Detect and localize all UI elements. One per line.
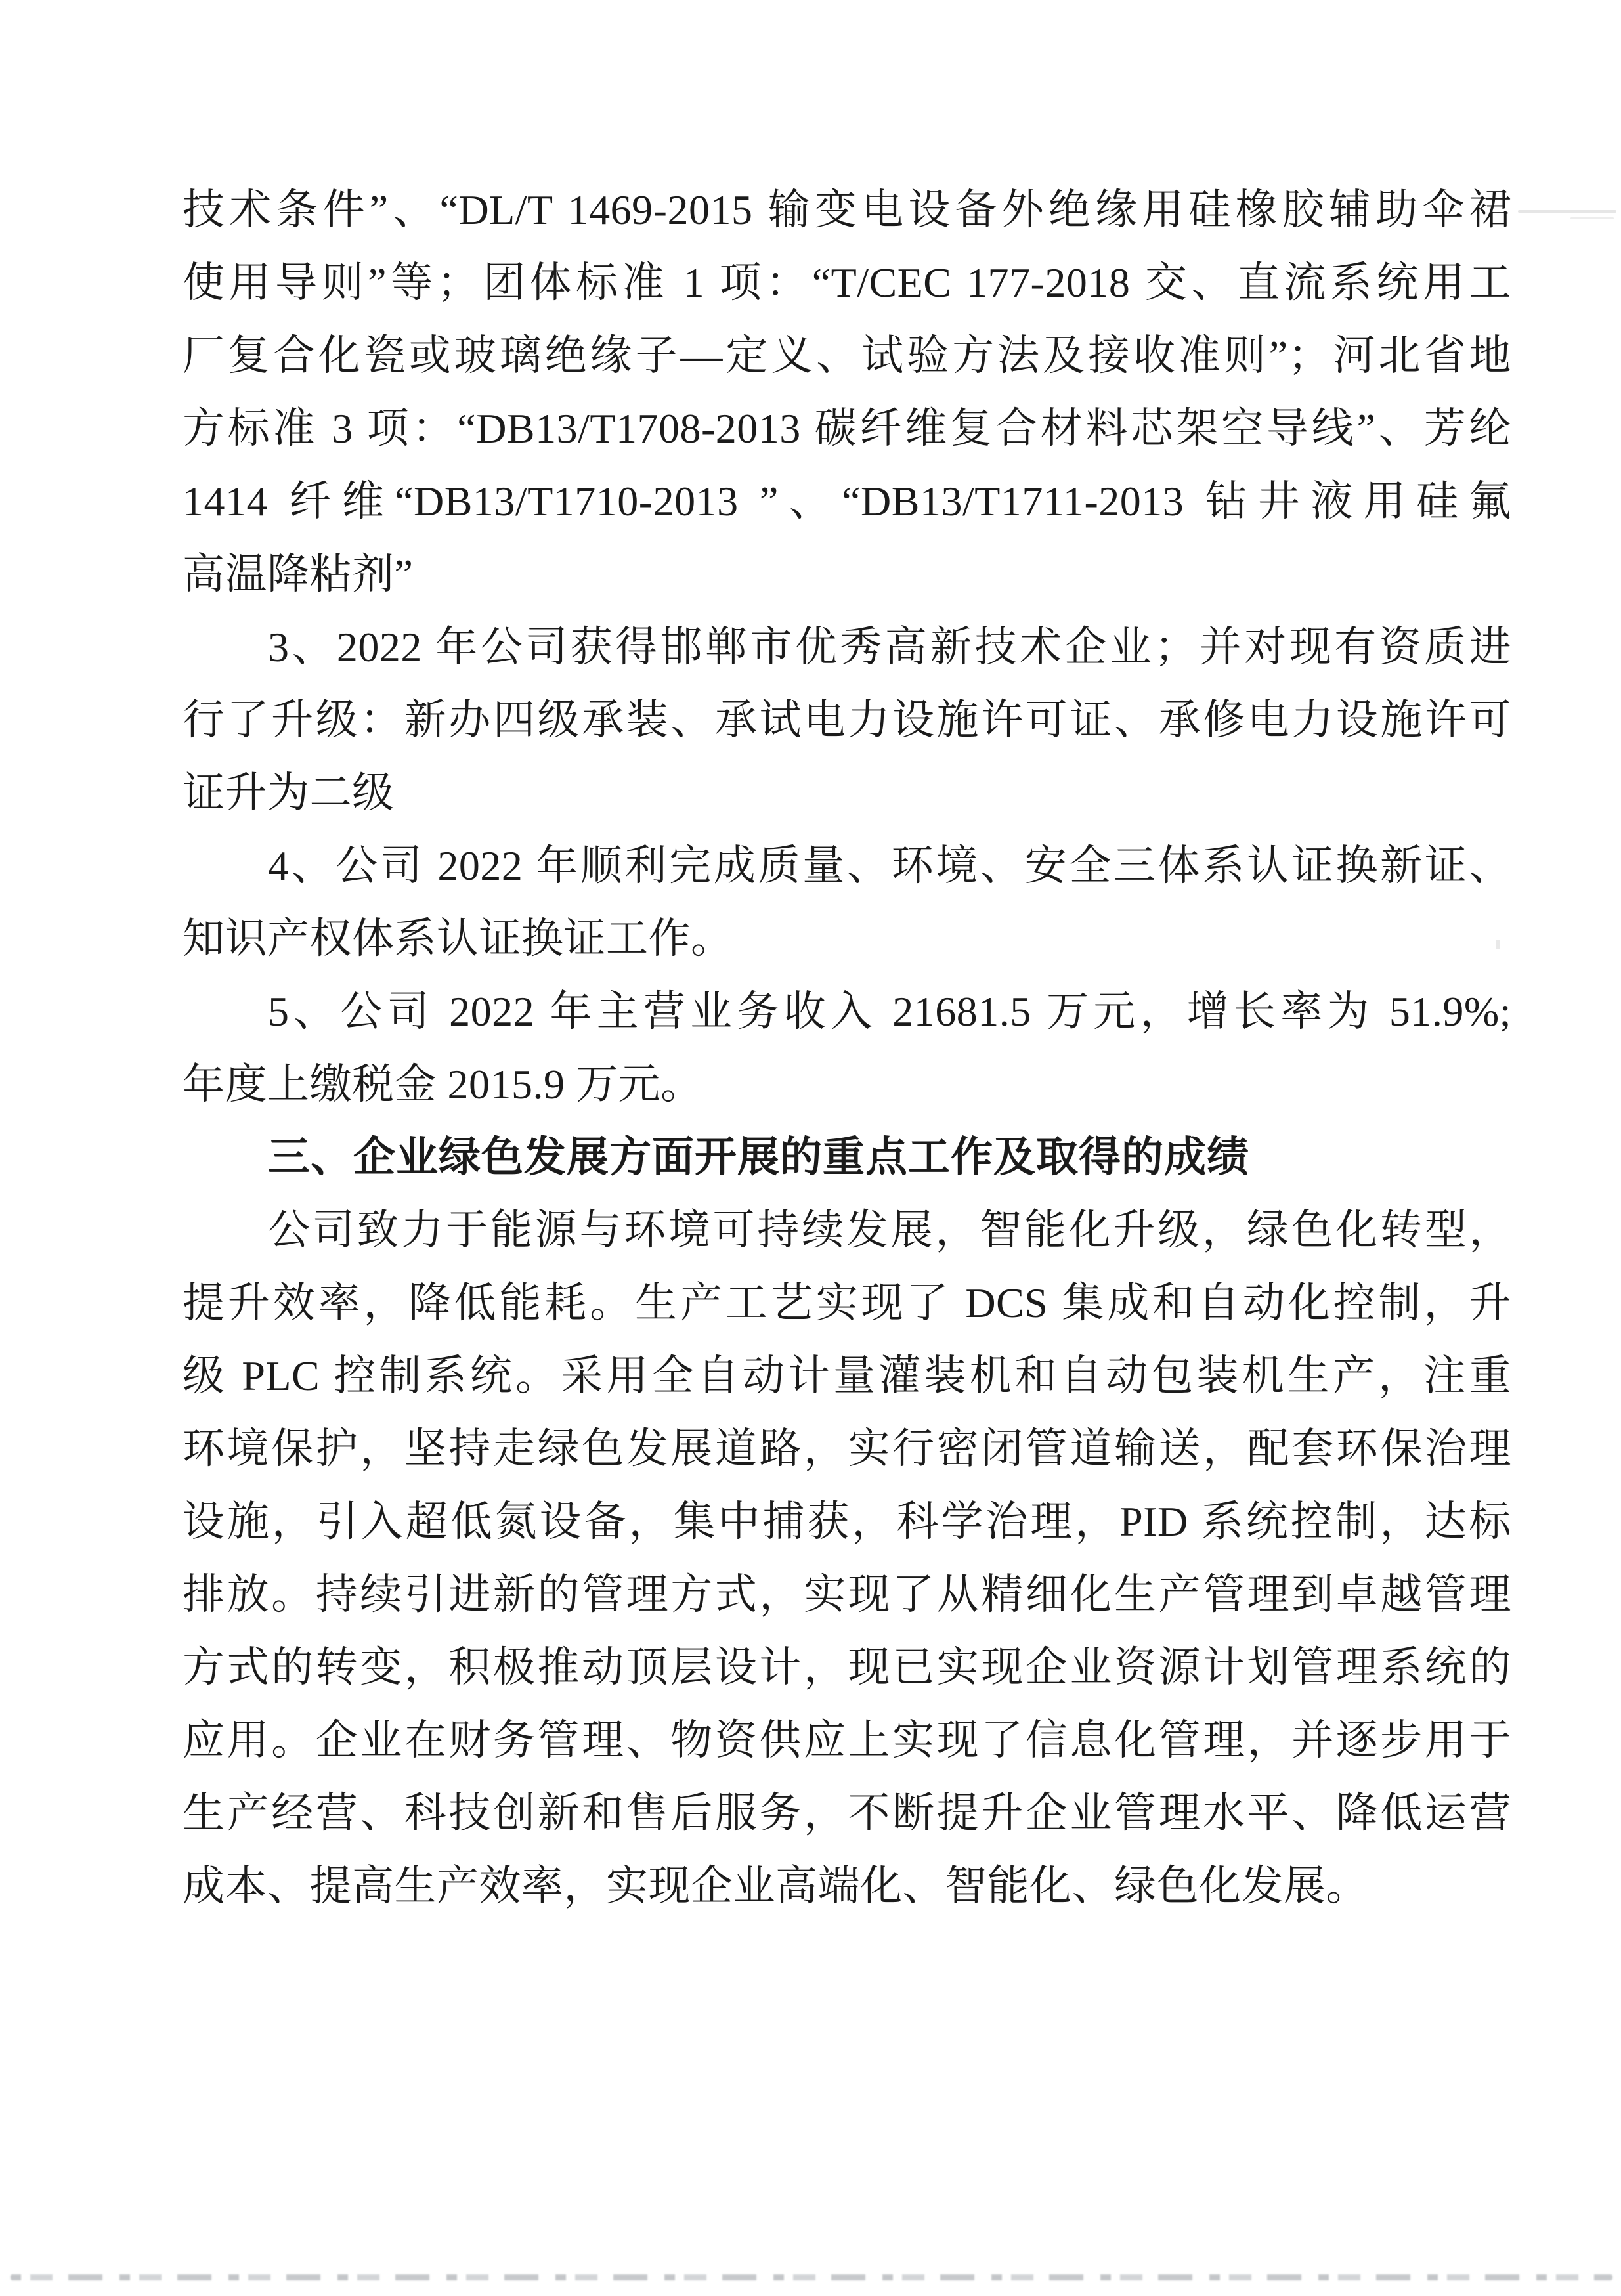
text-line: 厂复合化瓷或玻璃绝缘子—定义、试验方法及接收准则”；河北省地 — [183, 332, 1511, 379]
text-line: 行了升级：新办四级承装、承试电力设施许可证、承修电力设施许可 — [183, 697, 1511, 743]
text-line: 3、2022 年公司获得邯郸市优秀高新技术企业；并对现有资质进 — [268, 624, 1511, 670]
section-heading-green-development — [183, 1121, 1511, 1194]
text-line: 环境保护，坚持走绿色发展道路，实行密闭管道输送，配套环保治理 — [183, 1425, 1511, 1472]
text-line: 排放。持续引进新的管理方式，实现了从精细化生产管理到卓越管理 — [183, 1571, 1511, 1618]
text-line: 设施，引入超低氮设备，集中捕获，科学治理，PID 系统控制，达标 — [183, 1498, 1511, 1545]
paragraph-standards-continuation — [183, 173, 1511, 611]
text-line: 证升为二级 — [183, 769, 395, 816]
text-line: 4、公司 2022 年顺利完成质量、环境、安全三体系认证换新证、 — [268, 842, 1511, 889]
text-line: 1414 纤维“DB13/T1710-2013 ”、“DB13/T1711-2013 钻井液用硅氟 — [183, 478, 1511, 525]
text-line: 5、公司 2022 年主营业务收入 21681.5 万元，增长率为 51.9%; — [268, 988, 1511, 1035]
paragraph-green-development-body — [183, 1194, 1511, 1922]
scan-artifact-streak — [1570, 217, 1614, 219]
section-heading-line: 三、企业绿色发展方面开展的重点工作及取得的成绩 — [268, 1134, 1249, 1180]
text-line: 级 PLC 控制系统。采用全自动计量灌装机和自动包装机生产，注重 — [183, 1353, 1511, 1399]
text-line: 年度上缴税金 2015.9 万元。 — [183, 1061, 703, 1108]
text-line: 应用。企业在财务管理、物资供应上实现了信息化管理，并逐步用于 — [183, 1717, 1511, 1764]
text-line: 高温降粘剂” — [183, 551, 414, 597]
scan-artifact-bottom-edge — [11, 2274, 1612, 2280]
text-line: 公司致力于能源与环境可持续发展，智能化升级，绿色化转型， — [268, 1207, 1511, 1253]
text-line: 成本、提高生产效率，实现企业高端化、智能化、绿色化发展。 — [183, 1863, 1368, 1909]
text-line: 方标准 3 项：“DB13/T1708-2013 碳纤维复合材料芯架空导线”、芳纶 — [183, 405, 1511, 452]
text-line: 方式的转变，积极推动顶层设计，现已实现企业资源计划管理系统的 — [183, 1644, 1511, 1691]
paragraph-item-3 — [183, 611, 1511, 829]
text-line: 生产经营、科技创新和售后服务，不断提升企业管理水平、降低运营 — [183, 1790, 1511, 1836]
text-line: 知识产权体系认证换证工作。 — [183, 915, 733, 962]
scan-artifact-streak — [1518, 210, 1616, 213]
paragraph-item-5 — [183, 975, 1511, 1121]
text-line: 提升效率，降低能耗。生产工艺实现了 DCS 集成和自动化控制，升 — [183, 1280, 1511, 1326]
text-line: 技术条件”、“DL/T 1469-2015 输变电设备外绝缘用硅橡胶辅助伞裙 — [183, 186, 1511, 233]
document-text — [183, 173, 1511, 1922]
paragraph-item-4 — [183, 829, 1511, 975]
text-line: 使用导则”等；团体标准 1 项：“T/CEC 177-2018 交、直流系统用工 — [183, 259, 1511, 306]
